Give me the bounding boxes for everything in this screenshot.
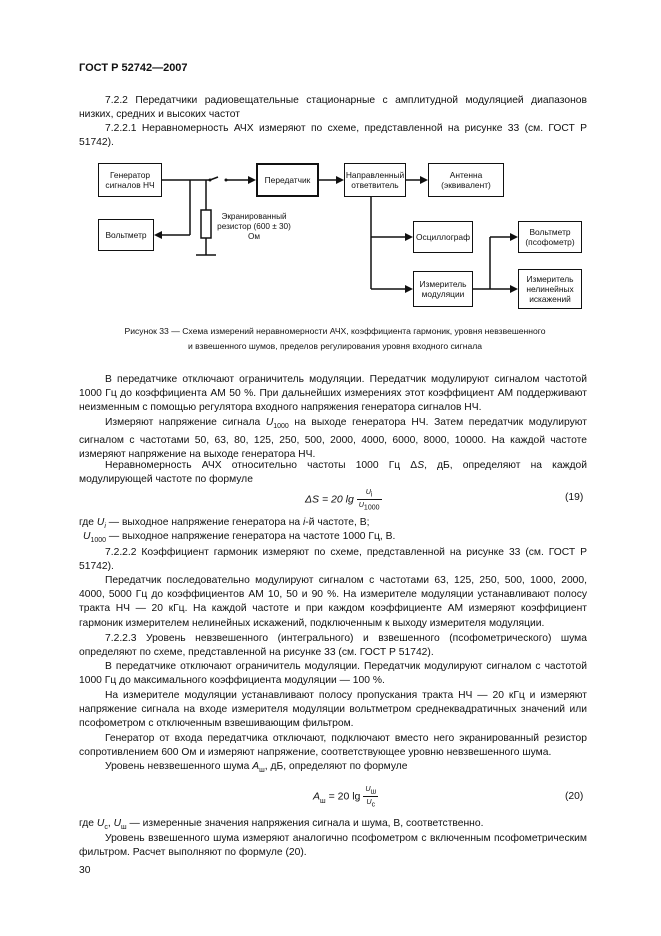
page-number: 30: [79, 865, 91, 876]
voltmeter-box: Вольтметр: [98, 219, 154, 251]
figure-caption-line2: и взвешенного шумов, пределов регулирования уровня входного сигнала: [187, 341, 483, 351]
formula-19: ΔS = 20 lg $\frac{U_i}{U_{1000}}$: [305, 487, 380, 512]
where-line-2: $U_{1000}$ — выходное напряжение генератора на частоте 1000 Гц, В.: [83, 531, 396, 545]
distortion-meter-box: Измеритель нелинейных искажений: [518, 269, 582, 309]
where-line-3: где $U_с$, $U_ш$ — измеренные значения напряжения сигнала и шума, В, соответственно.: [79, 818, 484, 832]
document-header: ГОСТ Р 52742—2007: [79, 62, 188, 74]
transmitter-box: Передатчик: [256, 163, 319, 197]
paragraph-2: Измеряют напряжение сигнала $U_{1000}$ на выходе генератора НЧ. Затем передатчик модулируют сигналом с частотами 50, 63, 80, 125, 250, 500, 2000, 4000, 6000, 8000, 10000. На каждой частоте измеряют напряжение на выходе генератора НЧ.: [79, 417, 587, 461]
diagram-wires: [90, 155, 590, 323]
section-7-2-2-3: 7.2.2.3 Уровень невзвешенного (интегрального) и взвешенного (псофометрического) шума определяют по схеме, представленной на рисунке 33 (см. ГОСТ Р 51742).: [79, 633, 587, 659]
section-7-2-2: 7.2.2 Передатчики радиовещательные стационарные с амплитудной модуляцией диапазонов низких, средних и высоких частот: [79, 95, 587, 121]
resistor-label: Экранированный резистор (600 ± 30) Ом: [217, 212, 291, 241]
oscilloscope-box: Осциллограф: [413, 221, 473, 253]
paragraph-4: Передатчик последовательно модулируют сигналом с частотами 63, 125, 250, 500, 1000, 2000, 4000, 5000 Гц до коэффициентов АМ 10, 50 и 90 %. На измерителе модуляции устанавливают полосу тракта НЧ — 20 кГц. На каждой частоте и при каждом коэффициенте АМ измеряют коэффициент гармоник измерителем нелинейных искажений, подключенным к выходу измерителя модуляции.: [79, 575, 587, 629]
equation-number-19: (19): [565, 492, 584, 503]
figure-caption-line1: Рисунок 33 — Схема измерений неравномерности АЧХ, коэффициента гармоник, уровня невзвешенного: [124, 326, 546, 336]
where-line-1: где $U_i$ — выходное напряжение генератора на i-й частоте, В;: [79, 517, 370, 531]
psophometer-box: Вольтметр (псофометр): [518, 221, 582, 253]
paragraph-1: В передатчике отключают ограничитель модуляции. Передатчик модулируют сигналом частотой 1000 Гц до коэффициента АМ 50 %. При дальнейших измерениях этот коэффициент АМ поддерживают неизменным с помощью регулятора входного напряжения генератора сигналов НЧ.: [79, 374, 587, 414]
generator-box: Генератор сигналов НЧ: [98, 163, 162, 197]
antenna-box: Антенна (эквивалент): [428, 163, 504, 197]
coupler-box: Направленный ответвитель: [344, 163, 406, 197]
paragraph-3: Неравномерность АЧХ относительно частоты 1000 Гц ΔS, дБ, определяют на каждой модулирующей частоте по формуле: [79, 460, 587, 486]
paragraph-6: На измерителе модуляции устанавливают полосу пропускания тракта НЧ — 20 кГц и измеряют напряжение сигнала на входе измерителя модуляции вольтметром среднеквадратичных значений или псофометром с отключенным взвешивающим фильтром.: [79, 690, 587, 730]
formula-20: $A_ш = 20$ lg $\frac{U_ш}{U_c}$: [313, 784, 377, 809]
section-7-2-2-1: 7.2.2.1 Неравномерность АЧХ измеряют по схеме, представленной на рисунке 33 (см. ГОСТ Р 51742).: [79, 123, 587, 149]
paragraph-7: Генератор от входа передатчика отключают, подключают вместо него экранированный резистор сопротивлением 600 Ом и измеряют напряжение, соответствующее уровню невзвешенного шума.: [79, 733, 587, 759]
paragraph-8: Уровень невзвешенного шума $A_ш$, дБ, определяют по формуле: [105, 761, 408, 775]
modulation-meter-box: Измеритель модуляции: [413, 271, 473, 307]
measurement-diagram: [90, 155, 590, 323]
section-7-2-2-2: 7.2.2.2 Коэффициент гармоник измеряют по схеме, представленной на рисунке 33 (см. ГОСТ Р 51742).: [79, 547, 587, 573]
paragraph-5: В передатчике отключают ограничитель модуляции. Передатчик модулируют сигналом с частотой 1000 Гц до максимального коэффициента модуляции — 100 %.: [79, 661, 587, 687]
paragraph-9: Уровень взвешенного шума измеряют аналогично псофометром с включенным псофометрическим фильтром. Расчет выполняют по формуле (20).: [79, 833, 587, 859]
equation-number-20: (20): [565, 791, 584, 802]
